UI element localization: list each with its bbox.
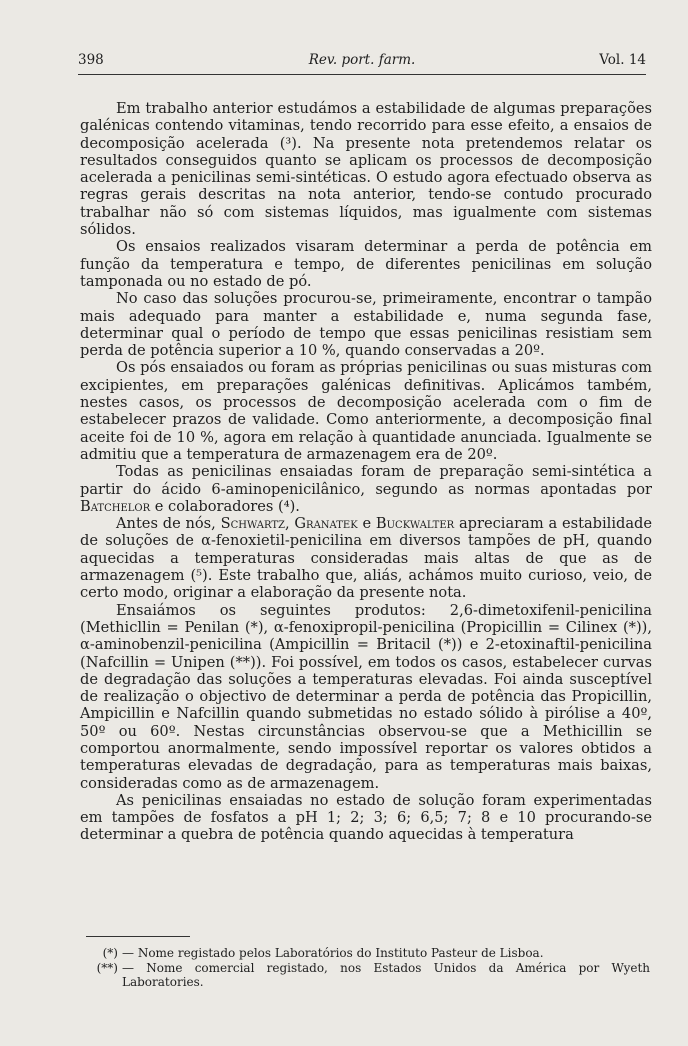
paragraph-text: e: [357, 515, 376, 533]
footnote: [84, 961, 650, 990]
paragraph: Em trabalho anterior estudámos a estabilidade de algumas preparações galénicas contendo vitaminas, tendo recorrido para esse efeito, a ensaios de decomposição acelerada (³). Na presente nota pretendemos relatar os resultados conseguidos quanto se aplicam os processos de decomposição acelerada a penicilinas semi-sintéticas. O estudo agora efectuado observa as regras gerais descritas na nota anterior, tendo-se contudo procurado trabalhar não só com sistemas líquidos, mas igualmente com sistemas sólidos.: [80, 100, 652, 239]
author-name: Batchelor: [80, 497, 151, 515]
author-name: Schwartz: [220, 515, 285, 533]
paragraph-text: e colaboradores (⁴).: [150, 497, 300, 515]
article-body: [80, 100, 652, 844]
paragraph: Ensaiámos os seguintes produtos: 2,6-dimetoxifenil-penicilina (Methicllin = Penilan (*), α-fenoxipropil-penicilina (Propicillin = Cilinex (*)), α-aminobenzil-penicilina (Ampicillin = Britacil (*)) e 2-etoxinaftil-penicilina (Nafcillin = Unipen (**)). Foi possível, em todos os casos, estabelecer curvas de degradação das soluções a temperaturas elevadas. Foi ainda susceptível de realização o objectivo de determinar a perda de potência das Propicillin, Ampicillin e Nafcillin quando submetidas no estado sólido à pirólise a 40º, 50º ou 60º. Nestas circunstâncias observou-se que a Methicillin se comportou anormalmente, sendo impossível reportar os valores obtidos a temperaturas elevadas de degradação, para as temperaturas mais baixas, consideradas como as de armazenagem.: [80, 601, 652, 792]
footnote-mark: (*): [102, 946, 118, 960]
footnote-rule: [86, 936, 190, 937]
paragraph: No caso das soluções procurou-se, primeiramente, encontrar o tampão mais adequado para manter a estabilidade e, numa segunda fase, determinar qual o período de tempo que essas penicilinas resistiam sem perda de potência superior a 10 %, quando conservadas a 20º.: [80, 290, 652, 360]
paragraph-text: Todas as penicilinas ensaiadas foram de preparação semi-sintética a partir do ácido 6-aminopenicilânico, segundo as normas apontadas por: [80, 463, 652, 498]
footnote-mark: (**): [96, 960, 118, 975]
paragraph: As penicilinas ensaiadas no estado de solução foram experimentadas em tampões de fosfatos a pH 1; 2; 3; 6; 6,5; 7; 8 e 10 procurando-se determinar a quebra de potência quando aquecidas à temperatura: [80, 791, 652, 844]
paragraph: [80, 463, 652, 515]
paragraph: [80, 515, 652, 601]
paragraph: Os ensaios realizados visaram determinar a perda de potência em função da temperatura e tempo, de diferentes penicilinas em solução tamponada ou no estado de pó.: [80, 238, 652, 290]
footnotes: [84, 946, 650, 990]
paragraph: Os pós ensaiados ou foram as próprias penicilinas ou suas misturas com excipientes, em preparações galénicas definitivas. Aplicámos também, nestes casos, os processos de decomposição acelerada com o fim de estabelecer prazos de validade. Como anteriormente, a decomposição final aceite foi de 10 %, agora em relação à quantidade anunciada. Igualmente se admitiu que a temperatura de armazenagem era de 20º.: [80, 359, 652, 463]
author-name: Granatek: [294, 515, 358, 533]
paragraph-text: Antes de nós,: [116, 515, 221, 533]
header-rule: [78, 74, 646, 75]
journal-title: Rev. port. farm.: [308, 52, 416, 68]
running-header: [78, 50, 646, 72]
paragraph-text: ,: [284, 515, 295, 533]
author-name: Buckwalter: [375, 515, 455, 533]
footnote-text: — Nome comercial registado, nos Estados Unidos da América por Wyeth Laboratories.: [122, 960, 650, 989]
page-number: 398: [78, 52, 104, 68]
volume-label: Vol. 14: [599, 52, 646, 68]
footnote: [84, 946, 650, 961]
footnote-text: — Nome registado pelos Laboratórios do Instituto Pasteur de Lisboa.: [122, 946, 544, 960]
paragraph-text: apreciaram a estabilidade de soluções de α-fenoxietil-penicilina em diversos tampões de pH, quando aquecidas a temperaturas consideradas mais altas de que as de armazenagem (⁵). Este trabalho que, aliás, achámos muito curioso, veio, de certo modo, originar a elaboração da presente nota.: [80, 515, 653, 602]
